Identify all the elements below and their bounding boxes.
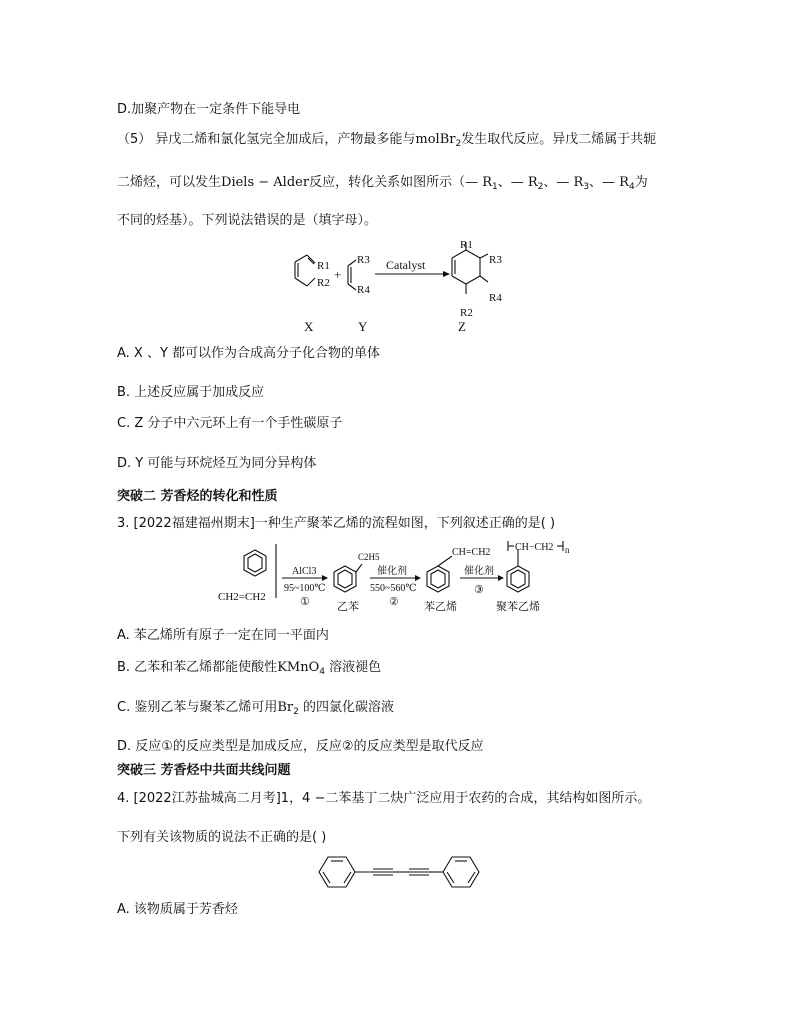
q5-line2-suffix: 为 [634,175,648,190]
product-ethylbenzene: 乙苯 [337,600,359,613]
q5-line3: 不同的烃基）。下列说法错误的是（填字母）。 [117,213,378,228]
q5-r3: 、— R [543,175,584,190]
z-r3-label: R3 [489,254,502,266]
option-q4-a: A. 该物质属于芳香烃 [117,902,238,917]
ethylene-label: CH2=CH2 [218,591,266,603]
step-1-label: ① [300,596,310,608]
reagent1-top: AlCl3 [292,566,317,577]
plus-sign: + [334,267,342,282]
catalyst-label: Catalyst [386,258,426,272]
product-styrene: 苯乙烯 [424,600,457,613]
option-q5-b: B. 上述反应属于加成反应 [117,385,265,400]
benzene-ring-polymer [507,566,529,592]
x-r1-label: R1 [317,260,330,272]
option-q3-d: D. 反应①的反应类型是加成反应，反应②的反应类型是取代反应 [117,739,484,754]
benzene-ring-styrene [427,556,452,592]
reagent2-bottom: 550~560℃ [370,583,417,594]
reagent1-bottom: 95~100℃ [284,583,326,594]
q3-b-sub: 4 [319,667,325,677]
q5-line2-middle: 反应，转化关系如图所示（ [309,175,466,190]
q5-r4: 、— R [589,175,629,190]
label-x: X [304,319,314,334]
q5-line1-prefix: （5） 异戊二烯和氯化氢完全加成后，产物最多能与 [117,132,416,147]
dienophile-y-structure [348,260,356,290]
q5-r1: — R [465,175,492,190]
option-q4-d: D.加聚产物在一定条件下能导电 [117,102,301,117]
option-q5-d: D. Y 可能与环烷烃互为同分异构体 [117,456,317,471]
z-r2-label: R2 [460,307,473,319]
q5-line2-formula: Diels − Alder [221,175,310,190]
z-r1-label: R1 [460,239,473,251]
polystyrene-flow-diagram [212,538,582,618]
diene-x-structure [295,255,315,286]
q3-b-prefix: B. 乙苯和苯乙烯都能使酸性 [117,660,278,675]
q5-line1-suffix: 发生取代反应。异戊二烯属于共轭 [461,132,657,147]
q5-line1-sub: 2 [455,139,462,149]
product-polystyrene: 聚苯乙烯 [496,600,540,613]
arrow-1-head-icon [322,575,328,581]
y-r3-label: R3 [357,254,370,266]
option-q5-a: A. X 、Y 都可以作为合成高分子化合物的单体 [117,346,381,361]
option-q3-a: A. 苯乙烯所有原子一定在同一平面内 [117,628,329,643]
arrow-3-head-icon [498,575,504,581]
q3-b-suffix: 溶液褪色 [324,660,382,675]
q5-r3-sub: 3 [583,182,590,192]
q5-line2 [117,174,648,192]
ethyl-group-label: C2H5 [358,552,380,562]
question-4-sub: 下列有关该物质的说法不正确的是( ) [117,830,327,845]
step-3-label: ③ [474,584,484,596]
y-r4-label: R4 [357,284,370,296]
q5-r1-sub: 1 [492,182,498,192]
option-q3-b [117,659,381,677]
polymer-unit-label: CH−CH2 [515,542,554,553]
q3-c-suffix: 的四氯化碳溶液 [298,700,394,715]
diphenylbutadiyne-structure [315,850,485,894]
label-z: Z [458,319,466,334]
reagent3-top: 催化剂 [464,566,494,577]
q5-r2-sub: 2 [537,182,544,192]
q3-c-prefix: C. 鉴别乙苯与聚苯乙烯可用 [117,700,278,715]
z-r4-label: R4 [489,292,502,304]
q5-line1-formula: molBr [415,132,456,147]
question-4-stem: 4. [2022江苏盐城高二月考]1，4 −二苯基丁二炔广泛应用于农药的合成，其结构如图所示。 [117,791,651,806]
q5-r4-sub: 4 [628,182,635,192]
arrow-head-icon [443,271,450,277]
section-heading-2: 突破二 芳香烃的转化和性质 [117,489,278,504]
option-q3-c [117,699,394,717]
q5-r2: 、— R [497,175,538,190]
reagent2-top: 催化剂 [377,566,407,577]
label-y: Y [358,319,368,334]
q3-c-formula: Br [277,700,294,715]
benzene-ring-ethylbenzene [334,564,362,592]
step-2-label: ② [389,596,399,608]
q3-c-sub: 2 [293,707,299,717]
arrow-2-head-icon [415,575,421,581]
q5-line1 [117,131,656,149]
section-heading-3: 突破三 芳香烃中共面共线问题 [117,763,291,778]
benzene-ring-start [244,550,266,576]
vinyl-group-label: CH=CH2 [452,547,491,558]
x-r2-label: R2 [317,277,330,289]
option-q5-c: C. Z 分子中六元环上有一个手性碳原子 [117,416,343,431]
q3-b-formula: KMnO [277,660,320,675]
diels-alder-diagram [280,236,530,334]
question-3-stem: 3. [2022福建福州期末]一种生产聚苯乙烯的流程如图，下列叙述正确的是( ) [117,516,556,531]
polymer-n-label: n [565,545,570,555]
q5-line2-prefix: 二烯烃，可以发生 [117,175,222,190]
